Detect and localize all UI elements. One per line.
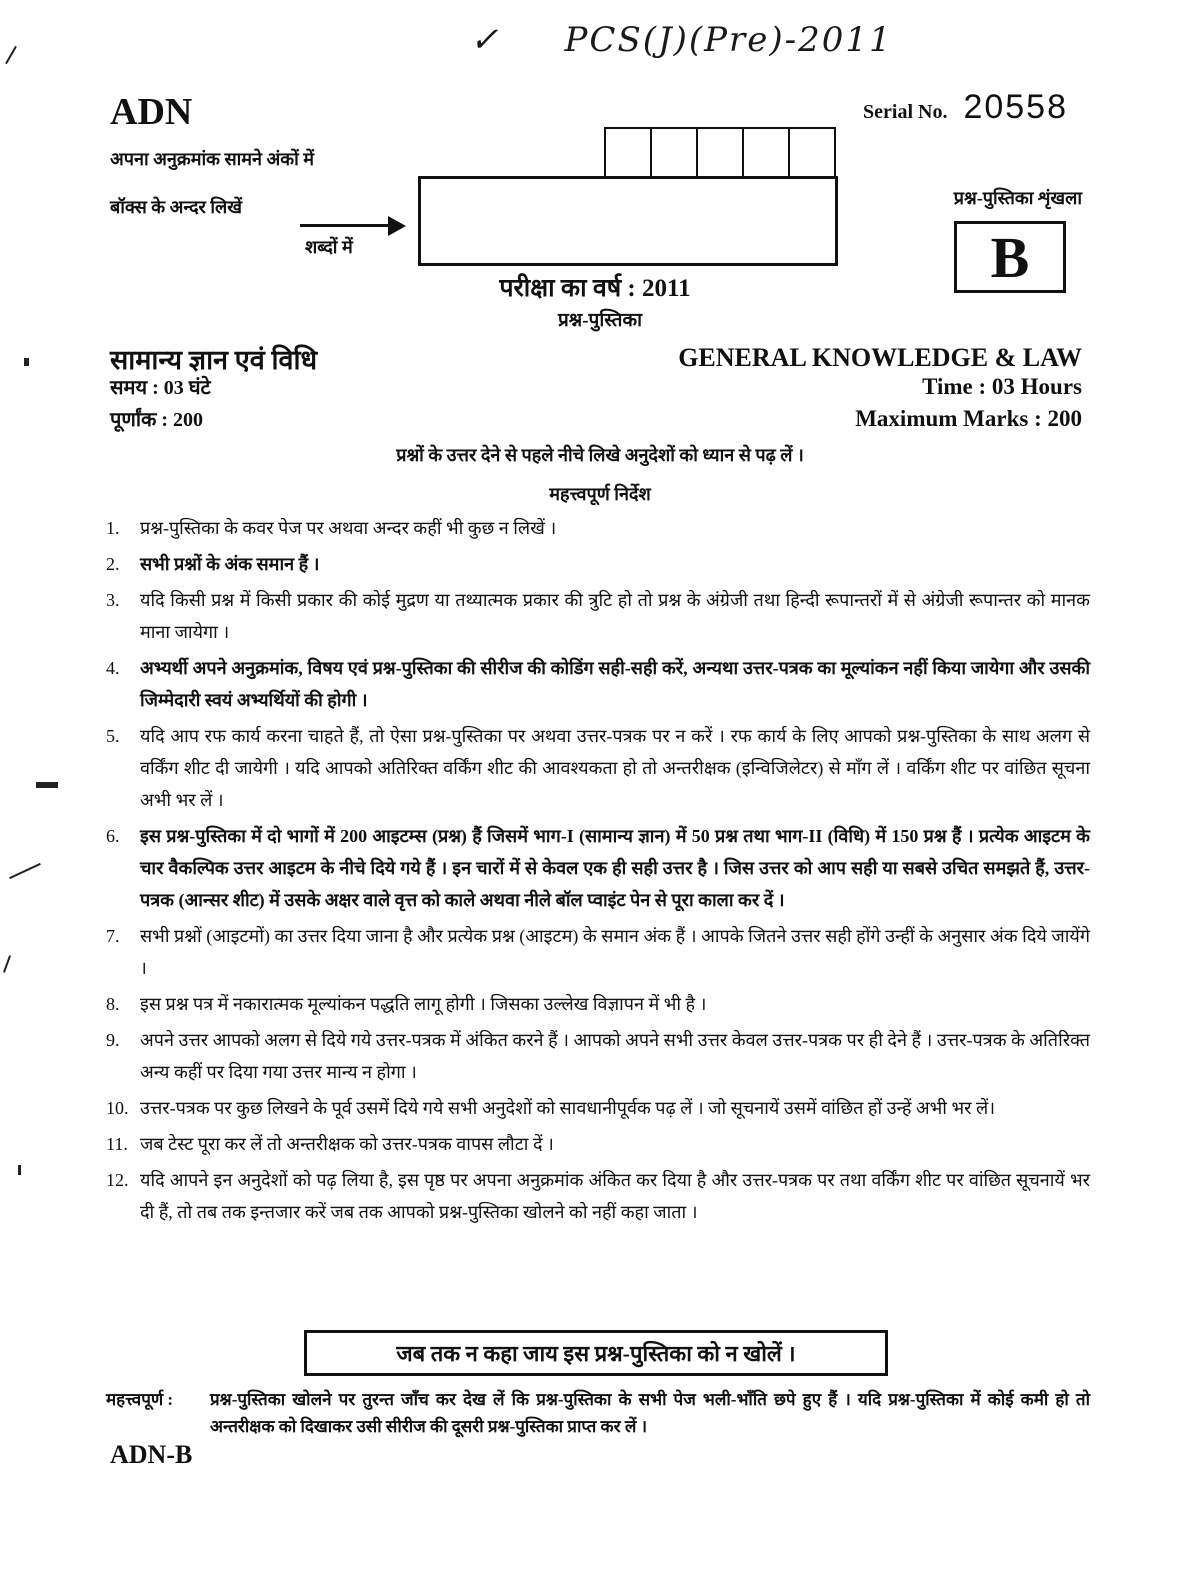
read-instructions-note: प्रश्नों के उत्तर देने से पहले नीचे लिखे अनुदेशों को ध्यान से पढ़ लें । (396, 445, 804, 465)
exam-year-text: परीक्षा का वर्ष : 2011 (499, 275, 691, 302)
instruction-item (106, 988, 1090, 1020)
instruction-item (106, 512, 1090, 544)
serial-number-block (863, 88, 1068, 127)
instruction-number: 10. (106, 1098, 129, 1118)
instruction-text: जब टेस्ट पूरा कर लें तो अन्तरीक्षक को उत्तर-पत्रक वापस लौटा दें । (140, 1134, 554, 1154)
instruction-item (106, 820, 1090, 916)
instruction-number: 9. (106, 1030, 120, 1050)
instruction-text: यदि आपने इन अनुदेशों को पढ़ लिया है, इस पृष्ठ पर अपना अनुक्रमांक अंकित कर दिया है और उत्तर-पत्रक पर तथा वर्किंग शीट पर वांछित सूचनायें भर दी हैं, तो तब तक इन्तजार करें जब तक आपको प्रश्न-पुस्तिका खोलने को नहीं कहा जाता । (140, 1170, 1090, 1222)
instruction-text: इस प्रश्न-पुस्तिका में दो भागों में 200 आइटम्स (प्रश्न) हैं जिसमें भाग-I (सामान्य ज्ञान) में 50 प्रश्न तथा भाग-II (विधि) में 150 प्रश्न हैं । प्रत्येक आइटम के चार वैकल्पिक उत्तर आइटम के नीचे दिये गये हैं । इन चारों में से केवल एक ही सही उत्तर है । जिस उत्तर को आप सही या सबसे उचित समझते हैं, उत्तर-पत्रक (आन्सर शीट) में उसके अक्षर वाले वृत्त को काले अथवा नीले बॉल प्वाइंट पेन से पूरा काला कर दें । (140, 826, 1090, 910)
roll-digit-box-4[interactable] (744, 129, 790, 177)
important-label: महत्त्वपूर्ण : (106, 1390, 174, 1409)
instruction-number: 12. (106, 1170, 129, 1190)
marks-hindi: पूर्णांक : 200 (110, 409, 204, 431)
instruction-number: 3. (106, 590, 120, 610)
subject-title-hindi: सामान्य ज्ञान एवं विधि (110, 345, 318, 375)
instruction-number: 5. (106, 726, 120, 746)
important-text: प्रश्न-पुस्तिका खोलने पर तुरन्त जाँच कर देख लें कि प्रश्न-पुस्तिका के सभी पेज भली-भाँति छपे हुए हैं । यदि प्रश्न-पुस्तिका में कोई कमी हो तो अन्तरीक्षक को दिखाकर उसी सीरीज की दूसरी प्रश्न-पुस्तिका प्राप्त कर लें । (210, 1390, 1090, 1436)
scan-mark (9, 863, 41, 879)
roll-digit-box-1[interactable] (606, 129, 652, 177)
arrow-head-icon (388, 216, 406, 236)
instruction-item (106, 584, 1090, 648)
instruction-item (106, 1024, 1090, 1088)
instruction-item (106, 652, 1090, 716)
roll-number-hint-line1: अपना अनुक्रमांक सामने अंकों में (110, 149, 315, 169)
subject-title-english: GENERAL KNOWLEDGE & LAW (678, 343, 1082, 372)
booklet-code: ADN-B (110, 1440, 193, 1469)
handwritten-note: PCS(J)(Pre)-2011 (564, 20, 893, 60)
instruction-item (106, 548, 1090, 580)
important-note (106, 1386, 1090, 1440)
roll-number-hint-line2: बॉक्स के अन्दर लिखें (110, 197, 242, 217)
scan-mark (3, 955, 11, 973)
series-label: प्रश्न-पुस्तिका शृंखला (953, 188, 1082, 208)
instruction-number: 1. (106, 518, 120, 538)
instruction-item (106, 920, 1090, 984)
instruction-number: 6. (106, 826, 120, 846)
instruction-item (106, 720, 1090, 816)
booklet-label: प्रश्न-पुस्तिका (557, 310, 643, 331)
instruction-text: इस प्रश्न पत्र में नकारात्मक मूल्यांकन पद्धति लागू होगी । जिसका उल्लेख विज्ञापन में भी है । (140, 994, 707, 1014)
check-mark-icon: ✓ (470, 20, 501, 60)
instruction-number: 2. (106, 554, 120, 574)
instruction-item (106, 1092, 1090, 1124)
exam-year (0, 270, 1200, 304)
instruction-text: उत्तर-पत्रक पर कुछ लिखने के पूर्व उसमें दिये गये सभी अनुदेशों को सावधानीपूर्वक पढ़ लें । जो सूचनायें उसमें वांछित हों उन्हें अभी भर लें। (140, 1098, 996, 1118)
serial-number: 20558 (963, 88, 1068, 126)
instruction-text: अभ्यर्थी अपने अनुक्रमांक, विषय एवं प्रश्न-पुस्तिका की सीरीज की कोडिंग सही-सही करें, अन्यथा उत्तर-पत्रक का मूल्यांकन नहीं किया जायेगा और उसकी जिम्मेदारी स्वयं अभ्यर्थियों की होगी । (140, 658, 1090, 710)
instruction-text: यदि किसी प्रश्न में किसी प्रकार की कोई मुद्रण या तथ्यात्मक प्रकार की त्रुटि हो तो प्रश्न के अंग्रेजी तथा हिन्दी रूपान्तरों में से अंग्रेजी रूपान्तर को मानक माना जायेगा । (140, 590, 1090, 642)
paper-code: ADN (110, 91, 193, 133)
instruction-number: 8. (106, 994, 120, 1014)
instruction-text: सभी प्रश्नों (आइटमों) का उत्तर दिया जाना है और प्रत्येक प्रश्न (आइटम) के समान अंक हैं । आपके जितने उत्तर सही होंगे उन्हीं के अनुसार अंक दिये जायेंगे । (140, 926, 1090, 978)
instructions-list (106, 512, 1090, 1232)
roll-number-digit-boxes (604, 127, 836, 177)
instruction-number: 4. (106, 658, 120, 678)
scan-mark (5, 46, 17, 64)
serial-label: Serial No. (863, 101, 948, 123)
instruction-text: यदि आप रफ कार्य करना चाहते हैं, तो ऐसा प्रश्न-पुस्तिका पर अथवा उत्तर-पत्रक पर न करें । रफ कार्य के लिए आपको प्रश्न-पुस्तिका के साथ अलग से वर्किंग शीट दी जायेगी । यदि आपको अतिरिक्त वर्किंग शीट की आवश्यकता हो तो अन्तरीक्षक (इन्विजिलेटर) से माँग लें । वर्किंग शीट पर वांछित सूचना अभी भर लें । (140, 726, 1090, 810)
marks-english: Maximum Marks : 200 (855, 406, 1082, 431)
instruction-number: 7. (106, 926, 120, 946)
time-english: Time : 03 Hours (922, 374, 1082, 399)
instruction-text: प्रश्न-पुस्तिका के कवर पेज पर अथवा अन्दर कहीं भी कुछ न लिखें । (140, 518, 557, 538)
instruction-item (106, 1164, 1090, 1228)
in-words-label: शब्दों में (305, 237, 353, 257)
scan-mark (24, 358, 29, 366)
handwritten-annotation (470, 20, 893, 60)
scan-mark (18, 1165, 21, 1175)
roll-number-in-words-box[interactable] (418, 176, 838, 266)
instructions-heading: महत्त्वपूर्ण निर्देश (549, 484, 651, 504)
do-not-open-warning: जब तक न कहा जाय इस प्रश्न-पुस्तिका को न खोलें । (304, 1330, 888, 1376)
time-hindi: समय : 03 घंटे (110, 377, 211, 399)
roll-digit-box-2[interactable] (652, 129, 698, 177)
series-badge: B (954, 221, 1066, 293)
roll-digit-box-3[interactable] (698, 129, 744, 177)
instruction-item (106, 1128, 1090, 1160)
roll-digit-box-5[interactable] (790, 129, 834, 177)
arrow-right-icon (300, 224, 390, 227)
instruction-number: 11. (106, 1134, 128, 1154)
instruction-text: सभी प्रश्नों के अंक समान हैं । (140, 554, 320, 574)
scan-mark (36, 782, 58, 788)
instruction-text: अपने उत्तर आपको अलग से दिये गये उत्तर-पत्रक में अंकित करने हैं । आपको अपने सभी उत्तर केवल उत्तर-पत्रक पर ही देने हैं । उत्तर-पत्रक के अतिरिक्त अन्य कहीं पर दिया गया उत्तर मान्य न होगा । (140, 1030, 1090, 1082)
